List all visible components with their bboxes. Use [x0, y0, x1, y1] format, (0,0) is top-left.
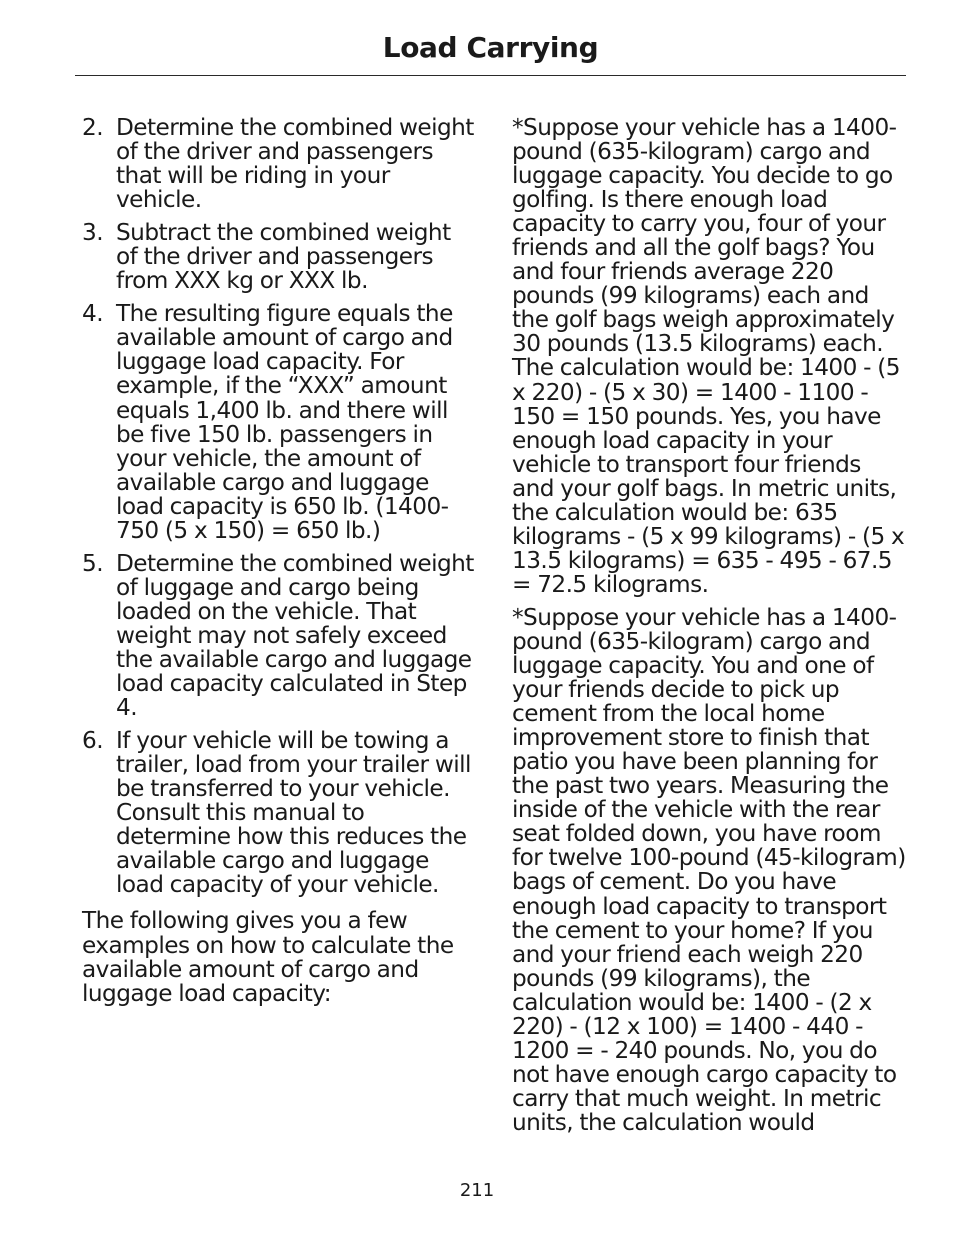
step-item-2: [82, 116, 478, 212]
golf-example-paragraph: *Suppose your vehicle has a 1400-pound (635-kilogram) cargo and luggage capacity. You decide to go golfing. Is there enough load capacity to carry you, four of your friends and all the golf bags? You and four friends average 220 pounds (99 kilograms) each and the golf bags weigh approximately 30 pounds (13.5 kilograms) each. The calculation would be: 1400 - (5 x 220) - (5 x 30) = 1400 - 1100 - 150 = 150 pounds. Yes, you have enough load capacity in your vehicle to transport four friends and your golf bags. In metric units, the calculation would be: 635 kilograms - (5 x 99 kilograms) - (5 x 13.5 kilograms) = 635 - 495 - 67.5 = 72.5 kilograms.: [512, 114, 905, 598]
step-list: [82, 116, 478, 897]
step-item-5: [82, 549, 478, 722]
step-number: 3.: [82, 219, 104, 247]
step-item-3: [82, 221, 478, 293]
step-number: 4.: [82, 300, 104, 328]
page-number: 211: [459, 1180, 495, 1201]
right-column: [512, 116, 908, 1144]
step-text: If your vehicle will be towing a trailer, load from your trailer will be transferred to your vehicle. Consult this manual to determine how this reduces the available cargo and luggage load capacity of your vehicle.: [116, 727, 471, 899]
step-number: 6.: [82, 727, 104, 755]
step-text: Determine the combined weight of luggage and cargo being loaded on the vehicle. That weight may not safely exceed the available cargo and luggage load capacity calculated in Step 4.: [116, 549, 474, 722]
step-item-6: [82, 729, 478, 897]
left-column: [82, 116, 478, 1015]
step-number: 2.: [82, 114, 104, 141]
step-item-4: [82, 302, 478, 542]
page-title: Load Carrying: [382, 31, 599, 64]
step-text: Determine the combined weight of the driver and passengers that will be riding in your vehicle.: [116, 114, 474, 214]
step-number: 5.: [82, 549, 104, 577]
page-header: [75, 0, 906, 76]
step-text: The resulting figure equals the available amount of cargo and luggage load capacity. For example, if the “XXX” amount equals 1,400 lb. and there will be five 150 lb. passengers in your vehicle, the amount of available cargo and luggage load capacity is 650 lb. (1400-750 (5 x 150) = 650 lb.): [116, 300, 453, 544]
cement-example-paragraph: *Suppose your vehicle has a 1400-pound (635-kilogram) cargo and luggage capacity. You and one of your friends decide to pick up cement from the local home improvement store to finish that patio you have been planning for the past two years. Measuring the inside of the vehicle with the rear seat folded down, you have room for twelve 100-pound (45-kilogram) bags of cement. Do you have enough load capacity to transport the cement to your home? If you and your friend each weigh 220 pounds (99 kilograms), the calculation would be: 1400 - (2 x 220) - (12 x 100) = 1400 - 440 - 1200 = - 240 pounds. No, you do not have enough cargo capacity to carry that much weight. In metric units, the calculation would: [512, 603, 906, 1136]
examples-intro-paragraph: The following gives you a few examples on how to calculate the available amount of cargo and luggage load capacity:: [82, 907, 454, 1007]
step-text: Subtract the combined weight of the driver and passengers from XXX kg or XXX lb.: [116, 219, 451, 295]
